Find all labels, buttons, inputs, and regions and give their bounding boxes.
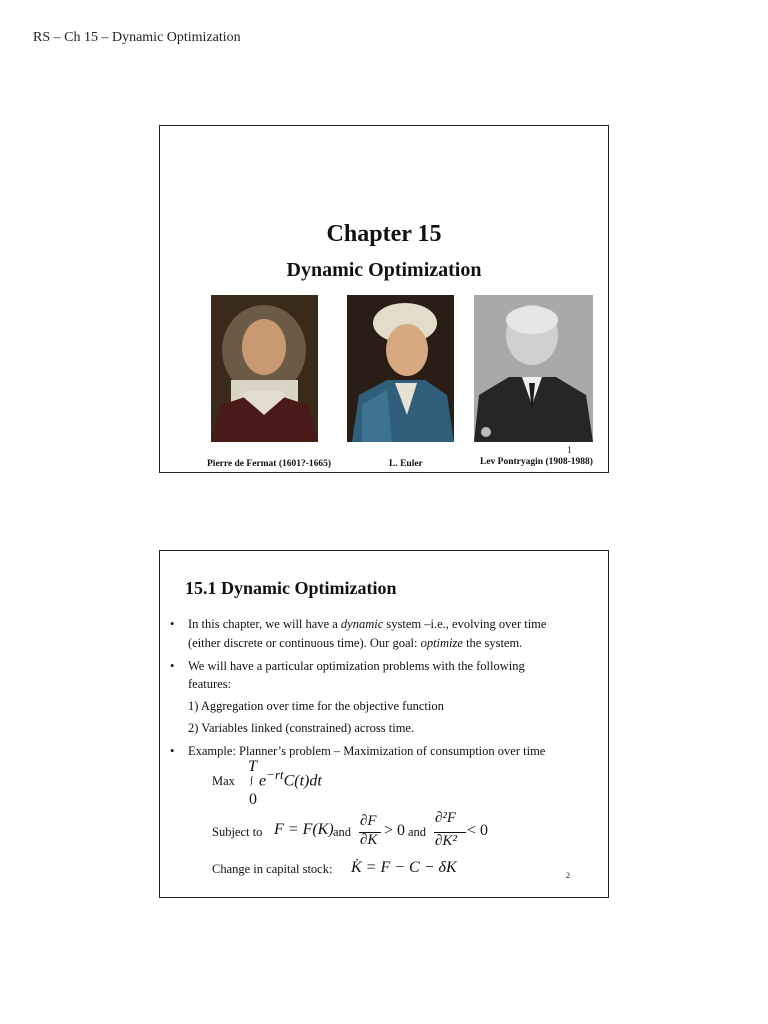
deriv-2-denominator: ∂K² xyxy=(435,833,457,849)
point-2-text: 2) Variables linked (constrained) across time. xyxy=(188,721,415,735)
bullet-2-text: We will have a particular optimization problems with the following xyxy=(188,659,525,673)
bullet-1-emphasis-dynamic: dynamic xyxy=(340,617,384,631)
integrand-rest: C(t)dt xyxy=(283,772,322,790)
bullet-2-text-2: features: xyxy=(188,677,232,691)
point-1-text: 1) Aggregation over time for the objective function xyxy=(188,699,444,713)
constraint: F = F(K) xyxy=(274,821,334,838)
bullet-1-text-c: (either discrete or continuous time). Our goal: xyxy=(188,636,421,650)
caption-pontryagin: Lev Pontryagin (1908-1988) xyxy=(480,457,593,467)
portrait-euler xyxy=(347,295,454,442)
upper-limit: T xyxy=(248,758,257,775)
slide-2 xyxy=(159,550,609,898)
deriv-1-numerator: ∂F xyxy=(360,813,377,829)
deriv-2-numerator: ∂²F xyxy=(435,810,457,826)
max-label: Max xyxy=(212,774,235,788)
section-title: 15.1 Dynamic Optimization xyxy=(185,578,397,598)
slide-1 xyxy=(159,125,609,473)
integrand-e: e xyxy=(259,772,267,790)
subject-label: Subject to xyxy=(212,825,263,839)
bullet-3-text: Example: Planner’s problem – Maximization of consumption over time xyxy=(188,744,546,758)
page-header: RS – Ch 15 – Dynamic Optimization xyxy=(33,30,241,45)
lower-limit: 0 xyxy=(249,791,257,808)
deriv-2-relation: < 0 xyxy=(467,822,489,839)
slide-2-page-number: 2 xyxy=(566,871,570,880)
deriv-1-denominator: ∂K xyxy=(360,832,378,848)
and-2: and xyxy=(408,825,427,839)
capital-equation: K̇ = F − C − δK xyxy=(351,859,457,876)
portrait-pontryagin xyxy=(474,295,593,442)
capital-label: Change in capital stock: xyxy=(212,862,333,876)
bullet-1-emphasis-optimize: optimize xyxy=(420,636,463,650)
bullet-dot: • xyxy=(170,744,175,758)
portrait-fermat xyxy=(211,295,318,442)
caption-euler: L. Euler xyxy=(389,459,423,469)
chapter-title: Chapter 15 xyxy=(326,221,442,247)
slide-1-page-number: 1 xyxy=(567,445,572,455)
bullet-1-text-b: system –i.e., evolving over time xyxy=(383,617,547,631)
integrand-exponent: −rt xyxy=(266,767,284,782)
and-1: and xyxy=(333,825,352,839)
bullet-1-text-d: the system. xyxy=(462,636,523,650)
deriv-1-relation: > 0 xyxy=(384,822,406,839)
integral-sign: ∫ xyxy=(250,775,253,786)
chapter-subtitle: Dynamic Optimization xyxy=(286,259,482,281)
bullet-1-text-a: In this chapter, we will have a xyxy=(188,617,341,631)
bullet-dot: • xyxy=(170,617,175,631)
caption-fermat: Pierre de Fermat (1601?-1665) xyxy=(207,459,332,469)
integrand xyxy=(259,767,322,790)
bullet-dot: • xyxy=(170,659,175,673)
